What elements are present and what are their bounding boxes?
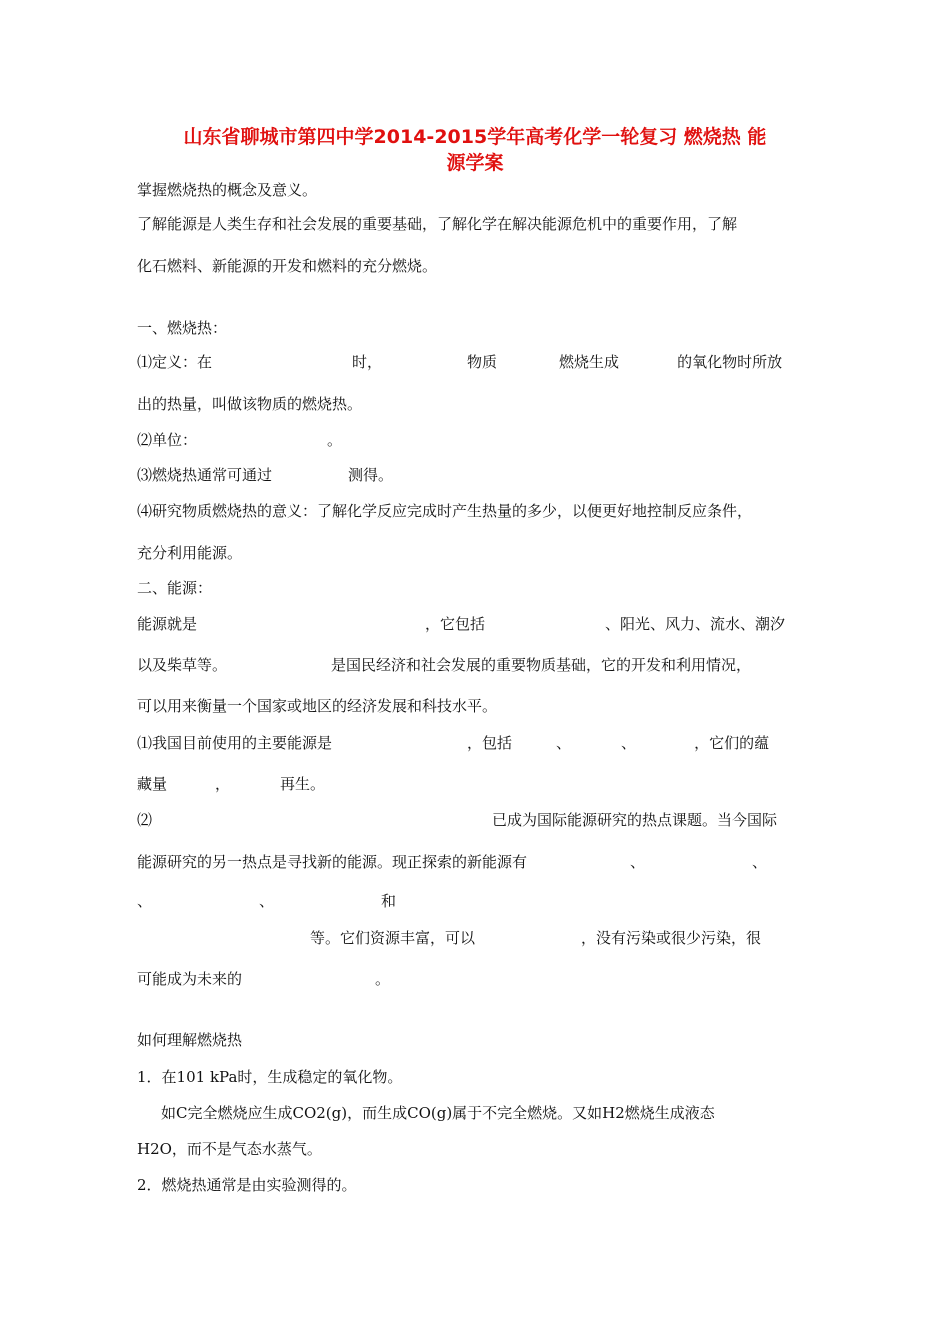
question2b-c: 、 — [752, 853, 768, 871]
objective-2: 了解能源是人类生存和社会发展的重要基础，了解化学在解决能源危机中的重要作用，了解 — [137, 215, 738, 233]
question2b-a: 能源研究的另一热点是寻找新的能源。现正探索的新能源有 — [137, 853, 528, 871]
section2-heading: 二、能源： — [137, 579, 213, 597]
objective-1: 掌握燃烧热的概念及意义。 — [137, 181, 318, 199]
question2b-b: 、 — [630, 853, 646, 871]
energy-basis-b: 是国民经济和社会发展的重要物质基础，它的开发和利用情况， — [331, 656, 752, 674]
energy-measure-line: 可以用来衡量一个国家或地区的经济发展和科技水平。 — [137, 697, 498, 715]
question1-line — [137, 733, 769, 753]
question2-b: 已成为国际能源研究的热点课题。当今国际 — [492, 811, 778, 829]
understanding-item-2: 2．燃烧热通常是由实验测得的。 — [137, 1176, 357, 1194]
energy-def-line — [137, 614, 785, 634]
question2-line — [137, 810, 777, 830]
energy-basis-line — [137, 655, 751, 675]
definition-part-a: ⑴定义：在 — [137, 353, 213, 371]
understanding-item-1: 1．在101 kPa时，生成稳定的氧化物。 — [137, 1068, 403, 1086]
section1-heading: 一、燃烧热： — [137, 319, 228, 337]
question1-b: ，包括 — [467, 734, 513, 752]
question2c-a: 、 — [137, 892, 153, 910]
unit-label: ⑵单位： — [137, 431, 198, 449]
energy-def-c: 、阳光、风力、流水、潮汐 — [605, 615, 786, 633]
meaning-continued: 充分利用能源。 — [137, 544, 243, 562]
definition-part-b: 时， — [352, 353, 383, 371]
definition-part-e: 的氧化物时所放 — [677, 353, 783, 371]
document-title-line2: 源学案 — [446, 152, 504, 174]
objective-3: 化石燃料、新能源的开发和燃料的充分燃烧。 — [137, 257, 438, 275]
question1-reserve-line — [137, 774, 325, 794]
question1-a: ⑴我国目前使用的主要能源是 — [137, 734, 333, 752]
question1b-a: 藏量 — [137, 775, 168, 793]
question1-d: 、 — [621, 734, 637, 752]
document-title-line1: 山东省聊城市第四中学2014-2015学年高考化学一轮复习 燃烧热 能 — [183, 126, 767, 148]
energy-def-a: 能源就是 — [137, 615, 198, 633]
unit-end: 。 — [327, 431, 343, 449]
understanding-item-1-detail: 如C完全燃烧应生成CO2(g)，而生成CO(g)属于不完全燃烧。又如H2燃烧生成液态 — [161, 1104, 715, 1122]
understanding-item-1-detail2: H2O，而不是气态水蒸气。 — [137, 1140, 322, 1158]
question2-new-energy-line — [137, 852, 767, 872]
meaning-line: ⑷研究物质燃烧热的意义：了解化学反应完成时产生热量的多少，以便更好地控制反应条件， — [137, 502, 753, 520]
question2d-a: 等。它们资源丰富，可以 — [310, 929, 476, 947]
question1b-c: 再生。 — [280, 775, 326, 793]
question2-a: ⑵ — [137, 811, 153, 829]
question1-e: ，它们的蕴 — [694, 734, 770, 752]
definition-line — [137, 352, 782, 372]
question2c-b: 、 — [259, 892, 275, 910]
unit-line — [137, 430, 342, 450]
energy-def-b: ，它包括 — [425, 615, 486, 633]
question2e-a: 可能成为未来的 — [137, 970, 243, 988]
question1-c: 、 — [556, 734, 572, 752]
definition-part-c: 物质 — [467, 353, 498, 371]
question2-resource-line — [137, 928, 761, 948]
measure-part-a: ⑶燃烧热通常可通过 — [137, 466, 273, 484]
question1b-b: ， — [215, 775, 231, 793]
question2-future-line — [137, 969, 390, 989]
measure-line — [137, 465, 393, 485]
definition-part-d: 燃烧生成 — [559, 353, 620, 371]
section3-heading: 如何理解燃烧热 — [137, 1031, 243, 1049]
measure-part-b: 测得。 — [348, 466, 394, 484]
question2c-c: 和 — [381, 892, 397, 910]
energy-basis-a: 以及柴草等。 — [137, 656, 228, 674]
definition-continued: 出的热量，叫做该物质的燃烧热。 — [137, 395, 363, 413]
question2e-b: 。 — [375, 970, 391, 988]
question2-list-line — [137, 891, 396, 911]
question2d-b: ，没有污染或很少污染，很 — [581, 929, 762, 947]
